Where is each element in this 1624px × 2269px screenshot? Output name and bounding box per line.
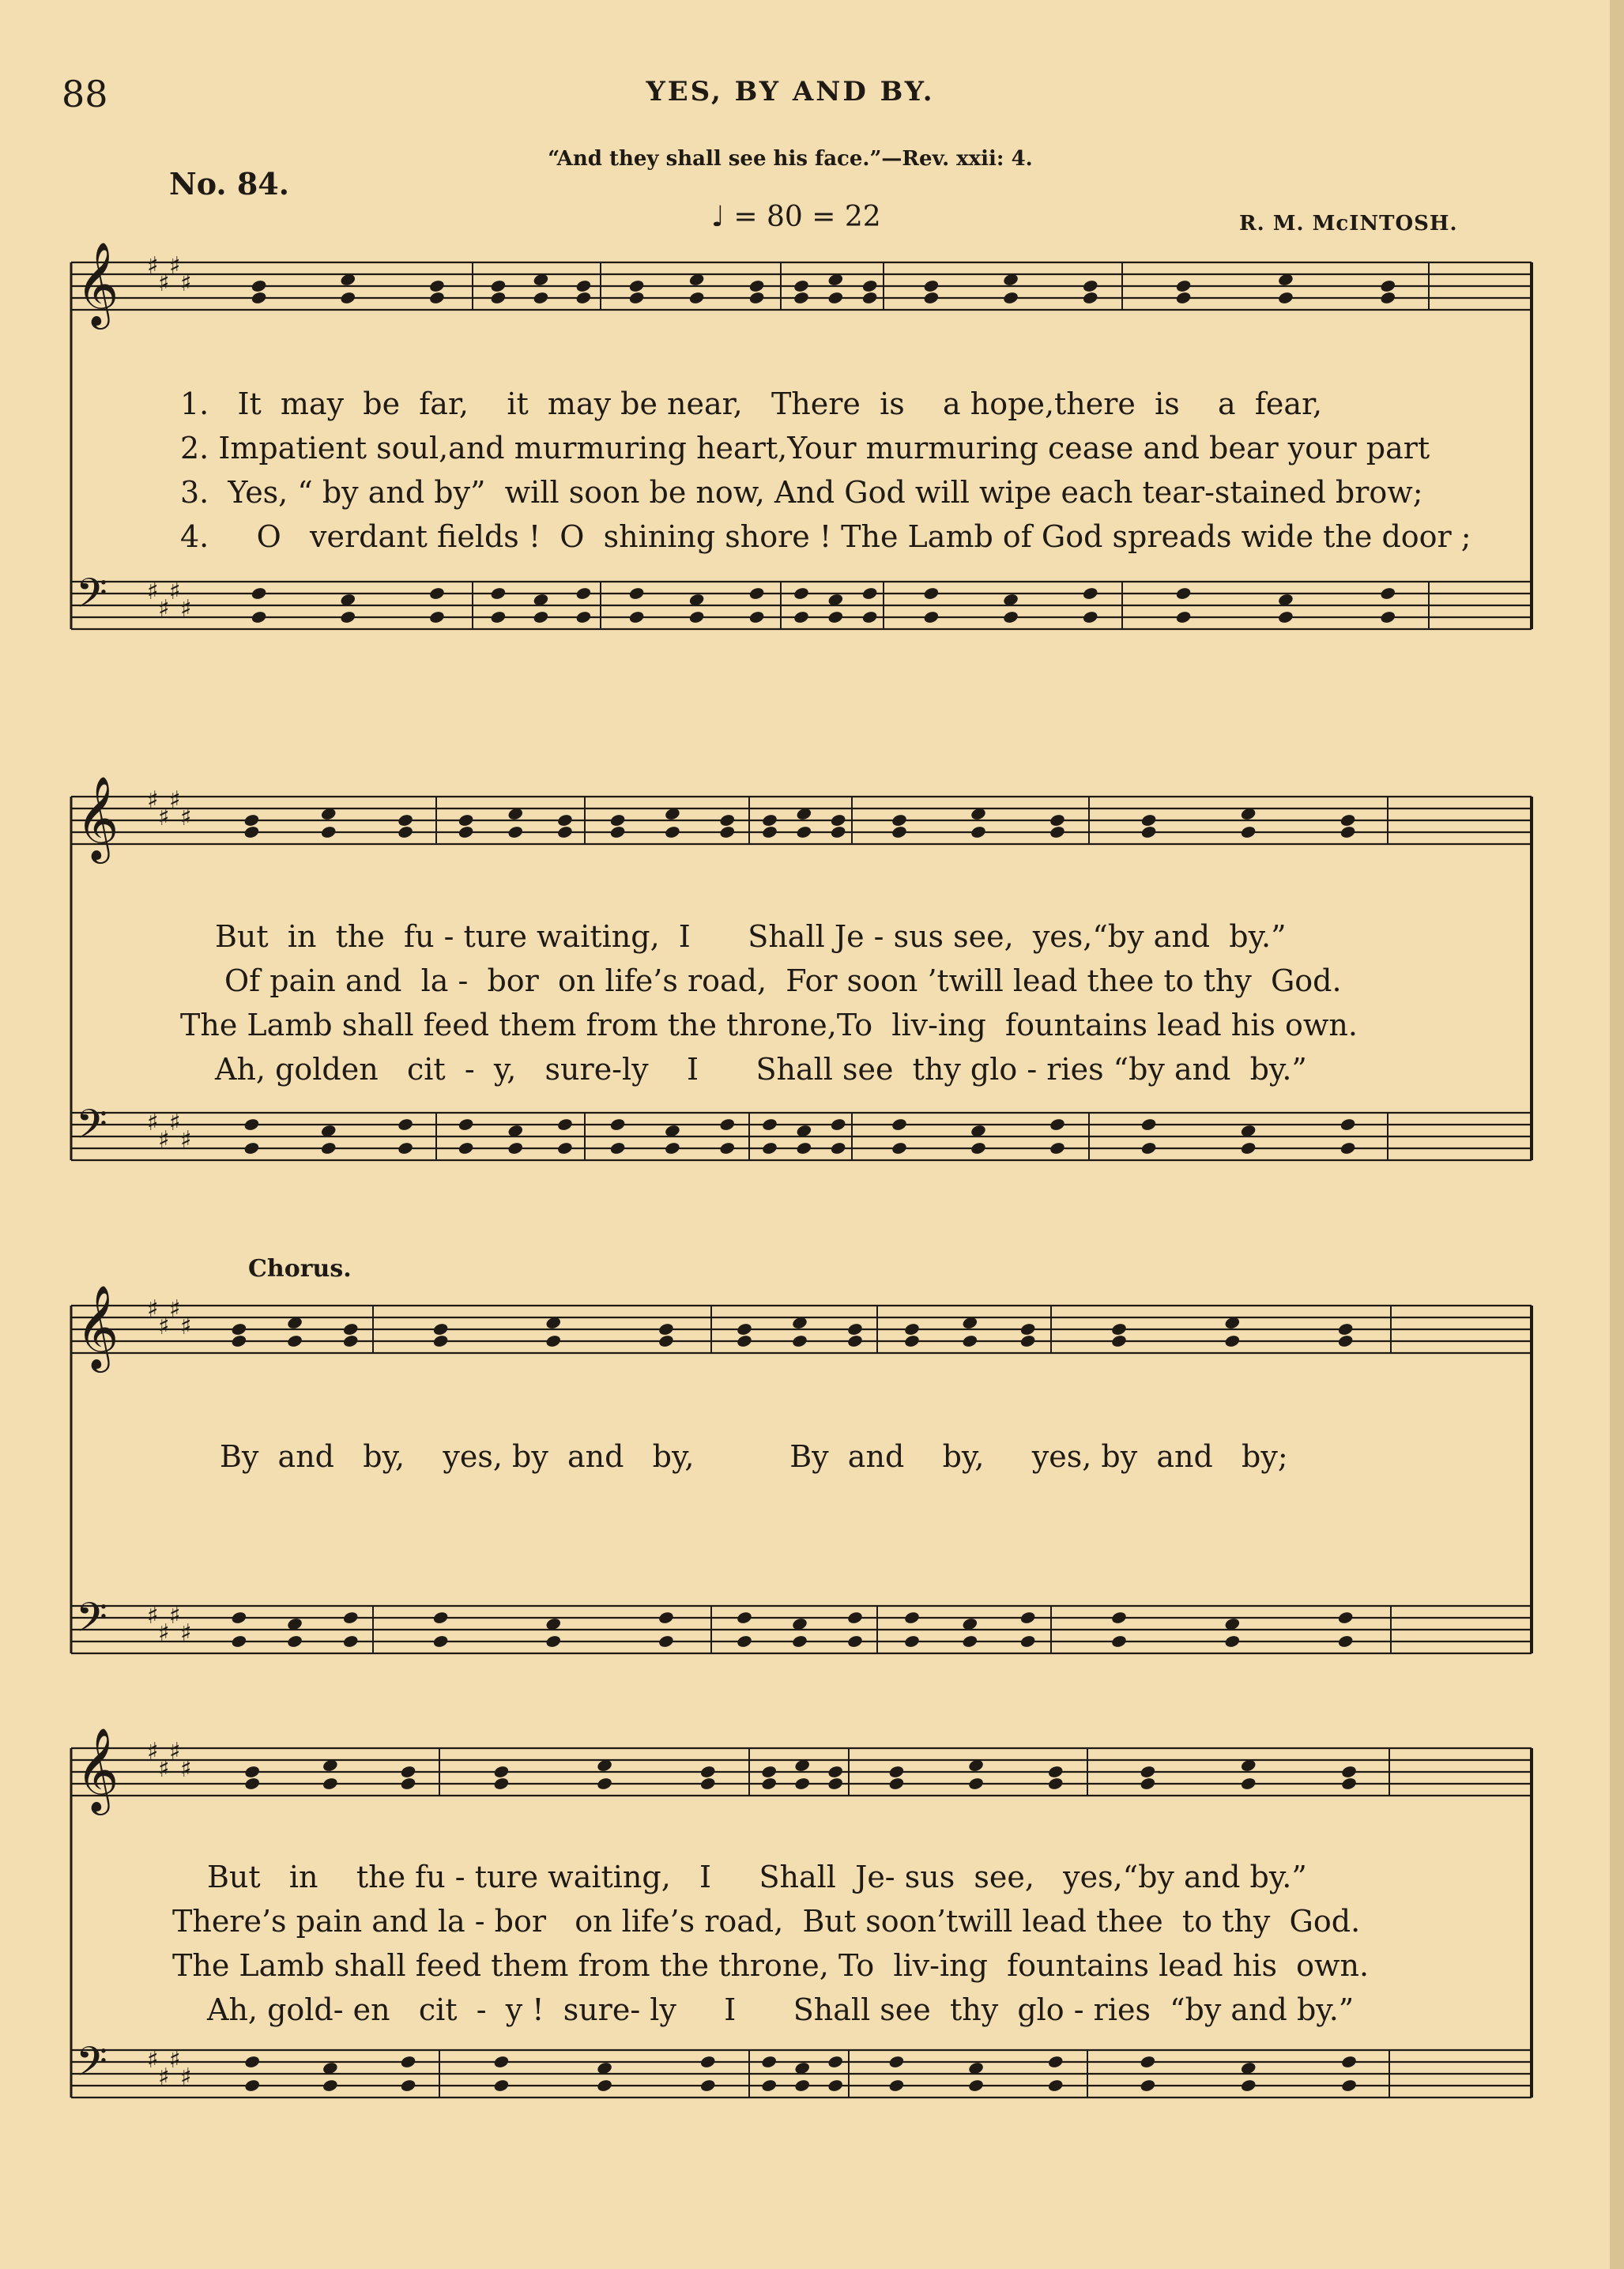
notehead <box>493 2079 510 2093</box>
sharp-sign: ♯ <box>169 252 181 280</box>
notehead <box>748 610 765 624</box>
notehead <box>827 291 844 305</box>
notehead <box>1047 1777 1064 1791</box>
notehead <box>493 1765 510 1779</box>
treble-clef: 𝄞 <box>76 1727 119 1811</box>
notehead <box>794 2079 811 2093</box>
notehead <box>688 610 705 624</box>
notehead <box>1110 1322 1127 1336</box>
notehead <box>397 1141 413 1155</box>
notehead <box>903 1634 920 1649</box>
notehead <box>658 1322 674 1336</box>
notehead <box>1140 1777 1156 1791</box>
notehead <box>244 2079 261 2093</box>
notehead <box>231 1634 247 1649</box>
notehead <box>322 2079 338 2093</box>
notehead <box>243 825 260 839</box>
sharp-sign: ♯ <box>147 1109 159 1136</box>
sharp-sign: ♯ <box>147 1295 159 1323</box>
notehead <box>1140 1141 1157 1155</box>
notehead <box>556 1118 573 1132</box>
notehead <box>251 610 267 624</box>
bass-clef: 𝄢 <box>76 2037 107 2095</box>
chorus-line2-v1: But in the fu - ture waiting, I Shall Je- sus see, yes,“by and by.” <box>207 1860 1307 1894</box>
notehead <box>967 2079 984 2093</box>
notehead <box>903 1611 920 1625</box>
notehead <box>761 1765 778 1779</box>
notehead <box>736 1322 752 1336</box>
notehead <box>397 1118 413 1132</box>
notehead <box>596 1777 612 1791</box>
notehead <box>1049 825 1065 839</box>
notehead <box>861 279 878 293</box>
notehead <box>1380 279 1396 293</box>
notehead <box>888 1777 905 1791</box>
notehead <box>397 813 413 827</box>
notehead <box>888 2055 905 2069</box>
notehead <box>596 2079 612 2093</box>
chorus-line2-v3: The Lamb shall feed them from the throne, To liv-ing fountains lead his own. <box>172 1948 1370 1983</box>
sharp-sign: ♯ <box>169 1602 181 1630</box>
notehead <box>1082 610 1098 624</box>
notehead <box>628 610 645 624</box>
notehead <box>428 610 445 624</box>
notehead <box>533 291 549 305</box>
sharp-sign: ♯ <box>180 1755 192 1783</box>
notehead <box>400 1765 416 1779</box>
notehead <box>664 825 680 839</box>
notehead <box>830 813 846 827</box>
running-title: YES, BY AND BY. <box>646 76 935 107</box>
notehead <box>342 1634 359 1649</box>
notehead <box>432 1634 449 1649</box>
notehead <box>1082 279 1098 293</box>
notehead <box>699 1765 716 1779</box>
notehead <box>428 291 445 305</box>
notehead <box>719 813 736 827</box>
verse4-line2: Ah, golden cit - y, sure-ly I Shall see thy glo - ries “by and by.” <box>215 1052 1307 1087</box>
notehead <box>286 1634 303 1649</box>
notehead <box>688 291 705 305</box>
notehead <box>432 1334 449 1348</box>
notehead <box>761 1777 778 1791</box>
notehead <box>458 1118 474 1132</box>
notehead <box>1082 586 1098 601</box>
notehead <box>507 825 524 839</box>
bass-clef: 𝄢 <box>76 569 107 627</box>
notehead <box>736 1334 752 1348</box>
notehead <box>493 2055 510 2069</box>
epigraph: “And they shall see his face.”—Rev. xxii: 4. <box>548 147 1033 171</box>
notehead <box>903 1322 920 1336</box>
notehead <box>432 1611 449 1625</box>
notehead <box>748 291 765 305</box>
notehead <box>628 586 645 601</box>
notehead <box>1340 813 1356 827</box>
notehead <box>251 586 267 601</box>
notehead <box>761 1118 778 1132</box>
notehead <box>923 291 940 305</box>
notehead <box>493 1777 510 1791</box>
sharp-sign: ♯ <box>169 578 181 605</box>
notehead <box>556 813 573 827</box>
notehead <box>490 279 507 293</box>
sharp-sign: ♯ <box>147 786 159 814</box>
sharp-sign: ♯ <box>158 804 170 831</box>
notehead <box>830 1141 846 1155</box>
notehead <box>231 1334 247 1348</box>
notehead <box>1047 2055 1064 2069</box>
notehead <box>1340 1765 1357 1779</box>
sharp-sign: ♯ <box>169 1109 181 1136</box>
notehead <box>1019 1634 1036 1649</box>
verse2-line1: 2. Impatient soul,and murmuring heart,Your murmuring cease and bear your part <box>180 431 1430 465</box>
notehead <box>761 813 778 827</box>
sharp-sign: ♯ <box>158 2064 170 2091</box>
sharp-sign: ♯ <box>158 595 170 623</box>
chorus-line2-v2: There’s pain and la - bor on life’s road, But soon’twill lead thee to thy God. <box>172 1904 1361 1939</box>
notehead <box>699 2055 716 2069</box>
sharp-sign: ♯ <box>180 2064 192 2091</box>
notehead <box>286 1334 303 1348</box>
notehead <box>1224 1334 1241 1348</box>
notehead <box>891 813 907 827</box>
notehead <box>575 610 592 624</box>
notehead <box>1049 1141 1065 1155</box>
notehead <box>658 1634 674 1649</box>
notehead <box>970 825 986 839</box>
verse4-line1: 4. O verdant fields ! O shining shore ! The Lamb of God spreads wide the door ; <box>180 519 1471 554</box>
notehead <box>1140 1765 1156 1779</box>
notehead <box>1140 2055 1156 2069</box>
notehead <box>793 610 809 624</box>
notehead <box>719 825 736 839</box>
notehead <box>1002 291 1019 305</box>
notehead <box>1049 1118 1065 1132</box>
notehead <box>320 825 337 839</box>
notehead <box>658 1611 674 1625</box>
sharp-sign: ♯ <box>180 595 192 623</box>
treble-clef: 𝄞 <box>76 1284 119 1369</box>
notehead <box>794 1777 811 1791</box>
sharp-sign: ♯ <box>147 2046 159 2074</box>
notehead <box>861 291 878 305</box>
notehead <box>556 825 573 839</box>
notehead <box>796 1141 812 1155</box>
notehead <box>827 1765 844 1779</box>
notehead <box>342 1611 359 1625</box>
verse1-line2: But in the fu - ture waiting, I Shall Je - sus see, yes,“by and by.” <box>215 919 1287 954</box>
notehead <box>251 291 267 305</box>
treble-clef: 𝄞 <box>76 241 119 326</box>
notehead <box>432 1322 449 1336</box>
notehead <box>1340 1777 1357 1791</box>
sharp-sign: ♯ <box>180 269 192 297</box>
notehead <box>846 1611 863 1625</box>
verse3-line2: The Lamb shall feed them from the throne,To liv-ing fountains lead his own. <box>180 1008 1358 1042</box>
notehead <box>830 825 846 839</box>
notehead <box>428 586 445 601</box>
notehead <box>830 1118 846 1132</box>
notehead <box>861 610 878 624</box>
notehead <box>575 279 592 293</box>
notehead <box>923 586 940 601</box>
notehead <box>846 1322 863 1336</box>
tempo-marking: ♩ = 80 = 22 <box>711 201 881 233</box>
notehead <box>397 825 413 839</box>
notehead <box>664 1141 680 1155</box>
sharp-sign: ♯ <box>180 1126 192 1154</box>
notehead <box>719 1118 736 1132</box>
notehead <box>1140 1118 1157 1132</box>
notehead <box>1110 1634 1127 1649</box>
notehead <box>243 1141 260 1155</box>
notehead <box>458 1141 474 1155</box>
chorus-line1: By and by, yes, by and by, By and by, yes, by and by; <box>220 1439 1288 1474</box>
notehead <box>761 2055 778 2069</box>
notehead <box>545 1634 562 1649</box>
notehead <box>545 1334 562 1348</box>
notehead <box>244 1765 261 1779</box>
notehead <box>888 2079 905 2093</box>
sharp-sign: ♯ <box>169 1738 181 1766</box>
notehead <box>827 2079 844 2093</box>
notehead <box>609 1118 626 1132</box>
sharp-sign: ♯ <box>158 1755 170 1783</box>
notehead <box>699 2079 716 2093</box>
sharp-sign: ♯ <box>158 1313 170 1340</box>
notehead <box>827 610 844 624</box>
notehead <box>891 825 907 839</box>
notehead <box>891 1118 907 1132</box>
chorus-label: Chorus. <box>248 1255 352 1283</box>
notehead <box>962 1334 978 1348</box>
notehead <box>736 1634 752 1649</box>
notehead <box>1240 2079 1257 2093</box>
notehead <box>342 1322 359 1336</box>
notehead <box>846 1634 863 1649</box>
notehead <box>1140 813 1157 827</box>
notehead <box>609 1141 626 1155</box>
notehead <box>575 291 592 305</box>
notehead <box>320 1141 337 1155</box>
notehead <box>1277 291 1294 305</box>
notehead <box>231 1611 247 1625</box>
notehead <box>1340 1118 1356 1132</box>
notehead <box>1175 291 1192 305</box>
notehead <box>923 279 940 293</box>
notehead <box>458 813 474 827</box>
notehead <box>400 2079 416 2093</box>
notehead <box>490 291 507 305</box>
sharp-sign: ♯ <box>158 269 170 297</box>
notehead <box>1240 825 1257 839</box>
notehead <box>244 2055 261 2069</box>
chorus-line2-v4: Ah, gold- en cit - y ! sure- ly I Shall see thy glo - ries “by and by.” <box>207 1992 1355 2027</box>
notehead <box>490 586 507 601</box>
notehead <box>962 1634 978 1649</box>
notehead <box>1340 1141 1356 1155</box>
notehead <box>1140 2079 1156 2093</box>
notehead <box>1175 586 1192 601</box>
notehead <box>1337 1322 1354 1336</box>
notehead <box>231 1322 247 1336</box>
notehead <box>1277 610 1294 624</box>
verse1-line1: 1. It may be far, it may be near, There is a hope,there is a fear, <box>180 386 1323 421</box>
notehead <box>251 279 267 293</box>
notehead <box>761 825 778 839</box>
notehead <box>1240 1777 1257 1791</box>
notehead <box>903 1334 920 1348</box>
notehead <box>1110 1334 1127 1348</box>
notehead <box>967 1777 984 1791</box>
notehead <box>748 586 765 601</box>
notehead <box>1337 1334 1354 1348</box>
notehead <box>861 586 878 601</box>
sharp-sign: ♯ <box>147 1602 159 1630</box>
sharp-sign: ♯ <box>180 1313 192 1340</box>
notehead <box>761 2079 778 2093</box>
notehead <box>243 1118 260 1132</box>
notehead <box>428 279 445 293</box>
notehead <box>1380 291 1396 305</box>
notehead <box>1175 279 1192 293</box>
notehead <box>1224 1634 1241 1649</box>
sharp-sign: ♯ <box>169 1295 181 1323</box>
notehead <box>244 1777 261 1791</box>
notehead <box>575 586 592 601</box>
verse3-line1: 3. Yes, “ by and by” will soon be now, And God will wipe each tear-stained brow; <box>180 475 1423 510</box>
sharp-sign: ♯ <box>158 1619 170 1647</box>
notehead <box>400 2055 416 2069</box>
sharp-sign: ♯ <box>147 578 159 605</box>
notehead <box>340 291 356 305</box>
notehead <box>1340 825 1356 839</box>
notehead <box>400 1777 416 1791</box>
notehead <box>243 813 260 827</box>
composer: R. M. McINTOSH. <box>1239 212 1458 236</box>
sharp-sign: ♯ <box>169 2046 181 2074</box>
sharp-sign: ♯ <box>147 252 159 280</box>
notehead <box>1019 1322 1036 1336</box>
notehead <box>1082 291 1098 305</box>
notehead <box>827 1777 844 1791</box>
notehead <box>736 1611 752 1625</box>
bass-clef: 𝄢 <box>76 1593 107 1651</box>
notehead <box>846 1334 863 1348</box>
notehead <box>1110 1611 1127 1625</box>
notehead <box>888 1765 905 1779</box>
notehead <box>1380 610 1396 624</box>
notehead <box>699 1777 716 1791</box>
notehead <box>827 2055 844 2069</box>
page-number: 88 <box>62 73 108 115</box>
notehead <box>748 279 765 293</box>
notehead <box>1337 1634 1354 1649</box>
notehead <box>1340 2055 1357 2069</box>
notehead <box>1047 1765 1064 1779</box>
notehead <box>1002 610 1019 624</box>
notehead <box>719 1141 736 1155</box>
notehead <box>556 1141 573 1155</box>
notehead <box>1175 610 1192 624</box>
notehead <box>1049 813 1065 827</box>
notehead <box>970 1141 986 1155</box>
bass-clef: 𝄢 <box>76 1100 107 1158</box>
notehead <box>793 586 809 601</box>
notehead <box>791 1334 808 1348</box>
notehead <box>1047 2079 1064 2093</box>
notehead <box>1240 1141 1257 1155</box>
verse2-line2: Of pain and la - bor on life’s road, For soon ’twill lead thee to thy God. <box>224 963 1342 998</box>
notehead <box>628 279 645 293</box>
sharp-sign: ♯ <box>180 804 192 831</box>
notehead <box>791 1634 808 1649</box>
sharp-sign: ♯ <box>180 1619 192 1647</box>
notehead <box>533 610 549 624</box>
notehead <box>1019 1611 1036 1625</box>
notehead <box>1019 1334 1036 1348</box>
notehead <box>658 1334 674 1348</box>
treble-clef: 𝄞 <box>76 775 119 860</box>
hymn-number: No. 84. <box>169 166 289 202</box>
notehead <box>1337 1611 1354 1625</box>
notehead <box>628 291 645 305</box>
sharp-sign: ♯ <box>169 786 181 814</box>
notehead <box>793 279 809 293</box>
notehead <box>458 825 474 839</box>
notehead <box>340 610 356 624</box>
notehead <box>490 610 507 624</box>
notehead <box>793 291 809 305</box>
notehead <box>891 1141 907 1155</box>
notehead <box>796 825 812 839</box>
sharp-sign: ♯ <box>158 1126 170 1154</box>
notehead <box>609 825 626 839</box>
notehead <box>1340 2079 1357 2093</box>
sharp-sign: ♯ <box>147 1738 159 1766</box>
notehead <box>1380 586 1396 601</box>
notehead <box>322 1777 338 1791</box>
notehead <box>507 1141 524 1155</box>
notehead <box>342 1334 359 1348</box>
notehead <box>923 610 940 624</box>
notehead <box>761 1141 778 1155</box>
notehead <box>1140 825 1157 839</box>
notehead <box>609 813 626 827</box>
